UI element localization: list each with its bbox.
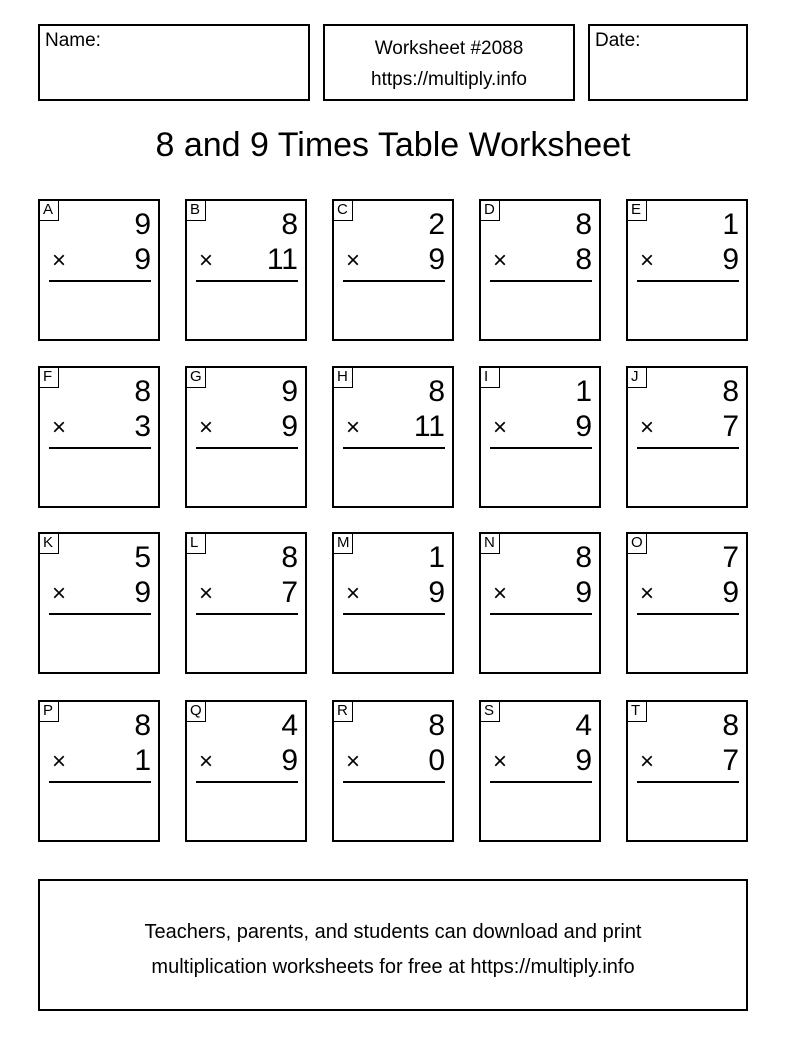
problem-multiplicand: 8 <box>722 375 739 408</box>
problem-letter: G <box>186 367 206 388</box>
date-field-box <box>588 24 748 101</box>
answer-line <box>343 613 445 615</box>
answer-line <box>49 781 151 783</box>
problem-card <box>38 700 160 842</box>
problem-letter: L <box>186 533 206 554</box>
problem-multiplier: 0 <box>428 744 445 777</box>
problem-letter: S <box>480 701 500 722</box>
problem-multiplicand: 8 <box>575 541 592 574</box>
answer-line <box>196 280 298 282</box>
problem-card <box>479 700 601 842</box>
times-sign: × <box>346 748 361 775</box>
times-sign: × <box>199 414 214 441</box>
problem-multiplier: 9 <box>575 576 592 609</box>
problem-multiplicand: 4 <box>575 709 592 742</box>
problem-letter: O <box>627 533 647 554</box>
problem-letter: C <box>333 200 353 221</box>
times-sign: × <box>640 580 655 607</box>
problem-card <box>332 199 454 341</box>
answer-line <box>196 613 298 615</box>
problem-multiplicand: 8 <box>575 208 592 241</box>
worksheet-id: Worksheet #2088 <box>374 38 524 59</box>
problem-multiplier: 9 <box>428 243 445 276</box>
answer-line <box>49 613 151 615</box>
problem-letter: R <box>333 701 353 722</box>
problem-multiplier: 9 <box>281 410 298 443</box>
footer-box <box>38 879 748 1011</box>
problem-multiplier: 11 <box>413 410 445 443</box>
problem-multiplier: 9 <box>575 410 592 443</box>
times-sign: × <box>52 748 67 775</box>
problem-card <box>185 532 307 674</box>
problem-card <box>185 700 307 842</box>
problem-letter: I <box>480 367 500 388</box>
problem-letter: K <box>39 533 59 554</box>
worksheet-url: https://multiply.info <box>371 69 527 90</box>
times-sign: × <box>52 580 67 607</box>
problem-multiplier: 9 <box>722 576 739 609</box>
answer-line <box>343 280 445 282</box>
problem-card <box>479 199 601 341</box>
problem-letter: N <box>480 533 500 554</box>
problem-multiplicand: 1 <box>722 208 739 241</box>
times-sign: × <box>199 247 214 274</box>
answer-line <box>196 781 298 783</box>
times-sign: × <box>52 414 67 441</box>
problem-card <box>332 700 454 842</box>
problem-multiplier: 9 <box>134 576 151 609</box>
problem-card <box>479 532 601 674</box>
answer-line <box>49 280 151 282</box>
name-label: Name: <box>45 30 101 51</box>
problem-card <box>185 199 307 341</box>
times-sign: × <box>493 580 508 607</box>
times-sign: × <box>493 247 508 274</box>
problem-card <box>626 366 748 508</box>
problem-multiplicand: 8 <box>281 208 298 241</box>
problem-multiplicand: 2 <box>428 208 445 241</box>
problem-letter: P <box>39 701 59 722</box>
problem-multiplicand: 8 <box>281 541 298 574</box>
problem-multiplicand: 8 <box>134 375 151 408</box>
problem-card <box>38 532 160 674</box>
problem-multiplicand: 8 <box>134 709 151 742</box>
answer-line <box>343 447 445 449</box>
problem-letter: T <box>627 701 647 722</box>
problem-card <box>626 199 748 341</box>
times-sign: × <box>346 247 361 274</box>
problem-letter: Q <box>186 701 206 722</box>
times-sign: × <box>199 748 214 775</box>
answer-line <box>637 447 739 449</box>
problem-multiplier: 11 <box>266 243 298 276</box>
problem-card <box>332 532 454 674</box>
problem-multiplicand: 5 <box>134 541 151 574</box>
worksheet-info-box <box>323 24 575 101</box>
answer-line <box>637 781 739 783</box>
answer-line <box>490 613 592 615</box>
problem-card <box>626 700 748 842</box>
problem-letter: E <box>627 200 647 221</box>
problem-multiplicand: 1 <box>575 375 592 408</box>
times-sign: × <box>640 414 655 441</box>
page-title: 8 and 9 Times Table Worksheet <box>155 126 631 164</box>
problem-card <box>626 532 748 674</box>
problem-multiplier: 1 <box>134 744 151 777</box>
problem-multiplicand: 7 <box>722 541 739 574</box>
problem-letter: M <box>333 533 353 554</box>
problem-multiplier: 7 <box>722 744 739 777</box>
problem-multiplier: 9 <box>575 744 592 777</box>
date-label: Date: <box>595 30 641 51</box>
problem-letter: A <box>39 200 59 221</box>
answer-line <box>637 280 739 282</box>
answer-line <box>490 447 592 449</box>
problem-multiplier: 7 <box>722 410 739 443</box>
times-sign: × <box>52 247 67 274</box>
times-sign: × <box>640 247 655 274</box>
problem-multiplicand: 8 <box>428 375 445 408</box>
times-sign: × <box>346 414 361 441</box>
problem-card <box>332 366 454 508</box>
problem-multiplicand: 9 <box>134 208 151 241</box>
problem-multiplier: 9 <box>281 744 298 777</box>
problem-multiplier: 9 <box>134 243 151 276</box>
answer-line <box>637 613 739 615</box>
problem-card <box>38 366 160 508</box>
problem-letter: J <box>627 367 647 388</box>
footer-line-2: multiplication worksheets for free at https://multiply.info <box>151 956 635 978</box>
problem-multiplier: 9 <box>722 243 739 276</box>
problem-card <box>479 366 601 508</box>
problem-multiplicand: 4 <box>281 709 298 742</box>
answer-line <box>490 280 592 282</box>
problem-letter: H <box>333 367 353 388</box>
problem-letter: F <box>39 367 59 388</box>
times-sign: × <box>493 748 508 775</box>
answer-line <box>343 781 445 783</box>
answer-line <box>490 781 592 783</box>
problem-letter: D <box>480 200 500 221</box>
problem-card <box>185 366 307 508</box>
problem-card <box>38 199 160 341</box>
times-sign: × <box>346 580 361 607</box>
problem-multiplicand: 8 <box>428 709 445 742</box>
times-sign: × <box>640 748 655 775</box>
problem-multiplicand: 1 <box>428 541 445 574</box>
answer-line <box>49 447 151 449</box>
problem-multiplier: 3 <box>134 410 151 443</box>
name-field-box <box>38 24 310 101</box>
problem-multiplier: 9 <box>428 576 445 609</box>
answer-line <box>196 447 298 449</box>
footer-line-1: Teachers, parents, and students can download and print <box>144 921 642 943</box>
times-sign: × <box>493 414 508 441</box>
times-sign: × <box>199 580 214 607</box>
problem-multiplier: 8 <box>575 243 592 276</box>
problem-multiplicand: 8 <box>722 709 739 742</box>
problem-multiplicand: 9 <box>281 375 298 408</box>
problem-multiplier: 7 <box>281 576 298 609</box>
problem-letter: B <box>186 200 206 221</box>
